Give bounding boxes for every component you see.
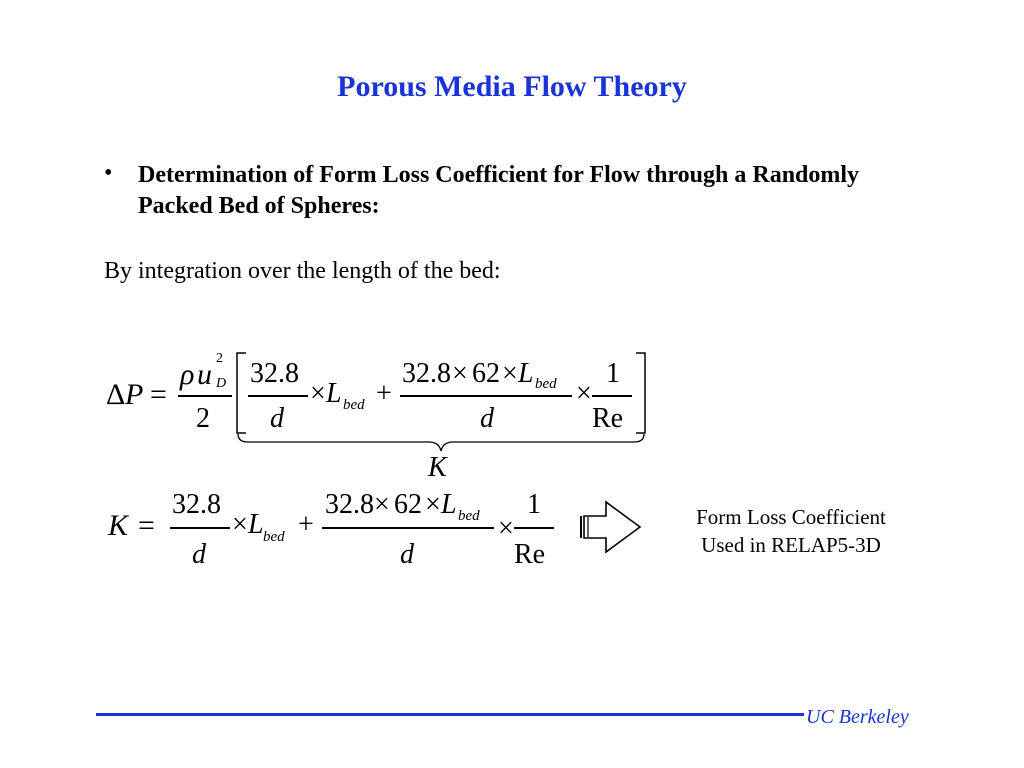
numerator-32-8: 32.8 bbox=[402, 358, 451, 389]
denominator-d: d bbox=[270, 403, 284, 434]
length-symbol: L bbox=[248, 509, 264, 540]
numerator-32-8: 32.8 bbox=[250, 358, 299, 389]
slide-title: Porous Media Flow Theory bbox=[337, 70, 687, 103]
numerator-32-8: 32.8 bbox=[325, 489, 374, 520]
length-symbol: L bbox=[326, 378, 342, 409]
superscript-two: 2 bbox=[216, 351, 223, 366]
times-sign: × bbox=[576, 378, 592, 409]
delta-symbol: Δ bbox=[106, 378, 126, 411]
length-symbol: L bbox=[518, 358, 534, 389]
fraction-bar bbox=[400, 395, 572, 397]
times-sign: × bbox=[425, 489, 441, 520]
times-sign: × bbox=[498, 513, 514, 544]
times-sign: × bbox=[232, 509, 248, 540]
subscript-bed: bed bbox=[343, 397, 365, 413]
fraction-bar bbox=[248, 395, 308, 397]
caption-line: Form Loss Coefficient bbox=[696, 505, 886, 529]
velocity-symbol: u bbox=[197, 358, 212, 391]
caption-line: Used in RELAP5-3D bbox=[701, 533, 881, 557]
underbrace bbox=[236, 432, 646, 454]
numerator-32-8: 32.8 bbox=[172, 489, 221, 520]
footer-label: UC Berkeley bbox=[806, 706, 909, 728]
number-62: 62 bbox=[472, 358, 500, 389]
number-62: 62 bbox=[394, 489, 422, 520]
numerator-one: 1 bbox=[527, 489, 541, 520]
denominator-d: d bbox=[480, 403, 494, 434]
numerator-one: 1 bbox=[606, 358, 620, 389]
length-symbol: L bbox=[441, 489, 457, 520]
equals-sign: = bbox=[150, 378, 167, 411]
k-symbol: K bbox=[108, 509, 129, 542]
plus-sign: + bbox=[298, 509, 314, 540]
denominator-two: 2 bbox=[196, 403, 210, 434]
reynolds-number: Re bbox=[514, 539, 546, 570]
fraction-bar bbox=[170, 527, 230, 529]
subscript-d: D bbox=[216, 376, 227, 391]
subscript-bed: bed bbox=[263, 529, 285, 545]
subscript-bed: bed bbox=[458, 508, 480, 524]
subscript-bed: bed bbox=[535, 376, 557, 392]
times-sign: × bbox=[374, 489, 390, 520]
intro-text: By integration over the length of the bed: bbox=[104, 258, 501, 284]
form-loss-caption bbox=[660, 503, 922, 559]
right-bracket bbox=[634, 352, 648, 434]
rho-symbol: ρ bbox=[180, 358, 195, 391]
left-bracket bbox=[234, 352, 248, 434]
footer-rule bbox=[96, 713, 804, 716]
equals-sign: = bbox=[138, 509, 155, 542]
times-sign: × bbox=[502, 358, 518, 389]
fraction-bar bbox=[178, 395, 232, 397]
pressure-symbol: P bbox=[125, 378, 144, 411]
denominator-d: d bbox=[400, 539, 414, 570]
fraction-bar bbox=[514, 527, 554, 529]
denominator-d: d bbox=[192, 539, 206, 570]
times-sign: × bbox=[452, 358, 468, 389]
bullet-marker: • bbox=[104, 160, 113, 186]
bullet-text: Determination of Form Loss Coefficient for Flow through a Randomly Packed Bed of Spheres: bbox=[138, 162, 860, 219]
times-sign: × bbox=[310, 378, 326, 409]
double-arrow-right-icon bbox=[578, 500, 642, 554]
underbrace-label-k: K bbox=[428, 452, 447, 483]
fraction-bar bbox=[592, 395, 632, 397]
plus-sign: + bbox=[376, 378, 392, 409]
reynolds-number: Re bbox=[592, 403, 624, 434]
fraction-bar bbox=[322, 527, 494, 529]
